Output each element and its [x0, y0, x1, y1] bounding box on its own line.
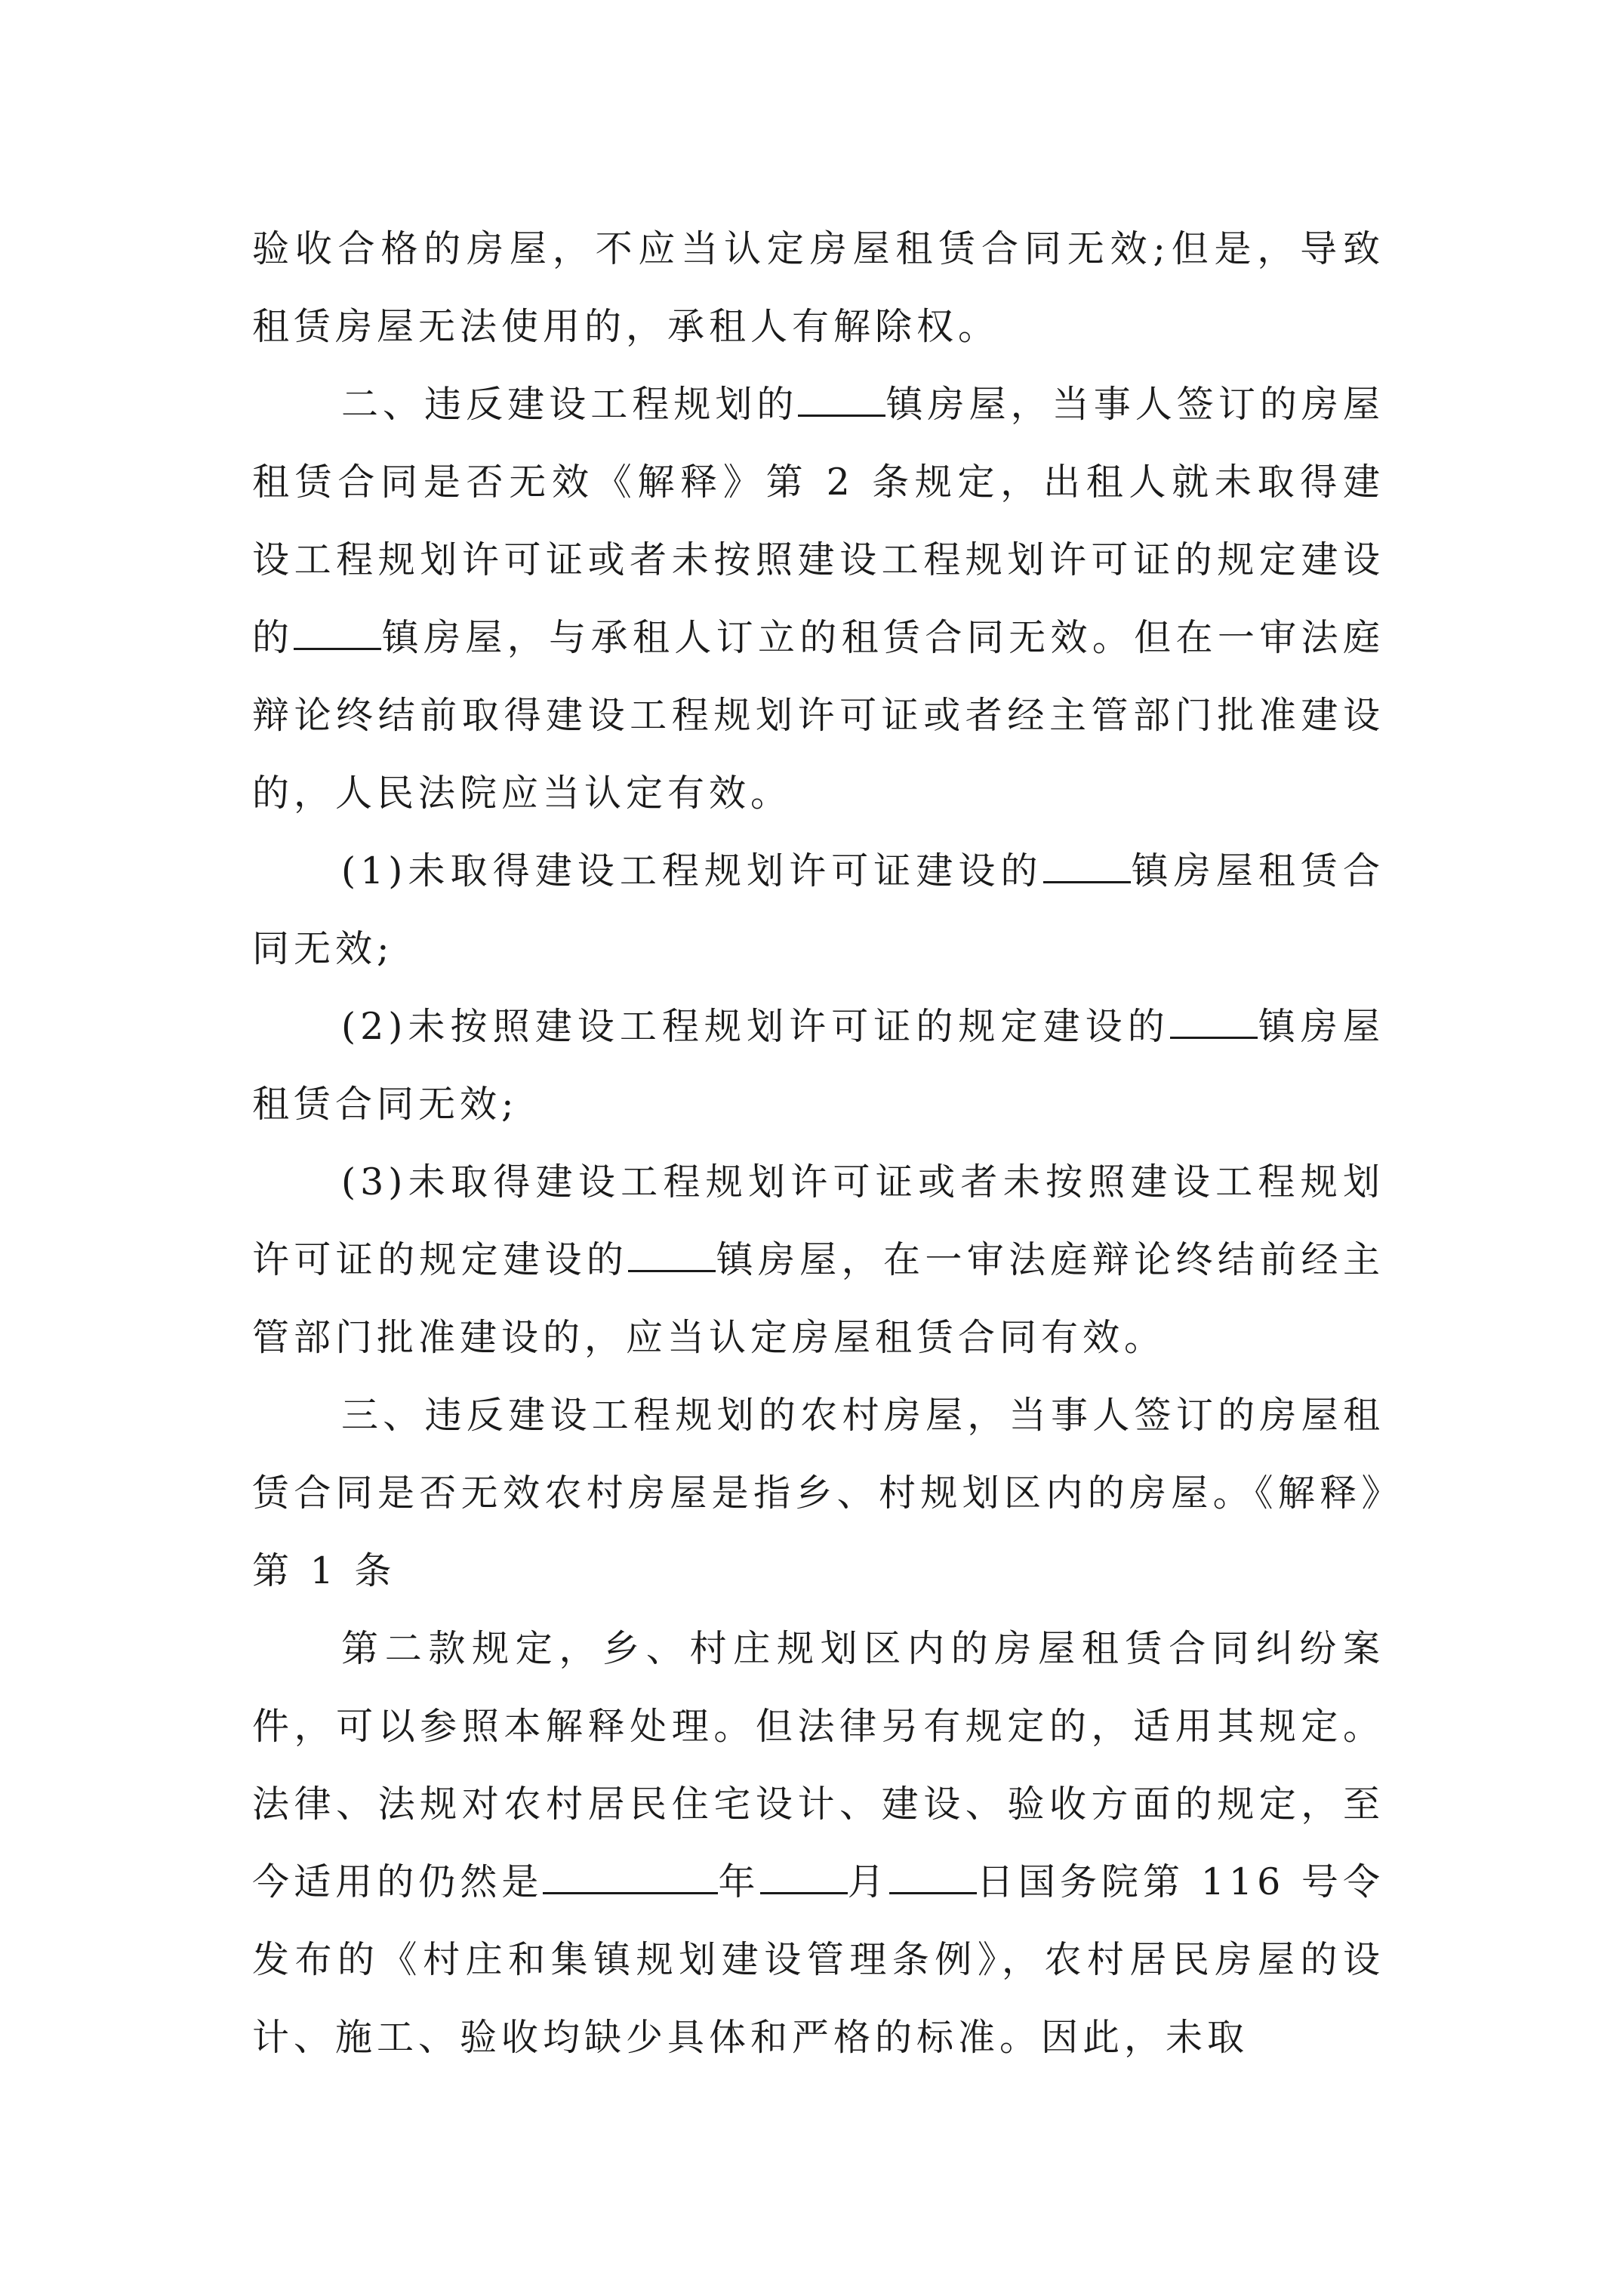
paragraph-1-text: 验收合格的房屋，不应当认定房屋租赁合同无效;但是，导致租赁房屋无法使用的，承租人有解除权。 — [252, 227, 1384, 348]
paragraph-3 — [252, 832, 1384, 988]
blank-line — [1170, 1005, 1258, 1039]
paragraph-2-text-b: 镇房屋，当事人签订的房屋租赁合同是否无效《解释》第 2 条规定，出租人就未取得建设工程规划许可证或者未按照建设工程规划许可证的规定建设的 — [252, 383, 1384, 659]
paragraph-2-text-a: 二、违反建设工程规划的 — [341, 383, 799, 426]
paragraph-6 — [252, 1376, 1384, 1610]
paragraph-4-text-b: 镇房屋租赁合同无效; — [252, 1005, 1384, 1126]
blank-line-day — [889, 1860, 977, 1894]
blank-line — [798, 383, 885, 417]
paragraph-7-text-a: 第二款规定，乡、村庄规划区内的房屋租赁合同纠纷案件，可以参照本解释处理。但法律另有规定的，适用其规定。法律、法规对农村居民住宅设计、建设、验收方面的规定，至今适用的仍然是 — [252, 1627, 1384, 1903]
blank-line-month — [760, 1860, 848, 1894]
document-page — [252, 210, 1384, 2076]
blank-line-year — [543, 1860, 718, 1894]
paragraph-6-text: 三、违反建设工程规划的农村房屋，当事人签订的房屋租赁合同是否无效农村房屋是指乡、村规划区内的房屋。《解释》第 1 条 — [252, 1394, 1384, 1592]
paragraph-1 — [252, 210, 1384, 365]
paragraph-7-text-b: 年 — [718, 1860, 760, 1903]
paragraph-5 — [252, 1143, 1384, 1376]
paragraph-3-text-a: (1)未取得建设工程规划许可证建设的 — [341, 849, 1043, 892]
paragraph-7 — [252, 1610, 1384, 2076]
paragraph-2-text-c: 镇房屋，与承租人订立的租赁合同无效。但在一审法庭辩论终结前取得建设工程规划许可证或者经主管部门批准建设的，人民法院应当认定有效。 — [252, 616, 1384, 815]
paragraph-4-text-a: (2)未按照建设工程规划许可证的规定建设的 — [341, 1005, 1170, 1048]
paragraph-7-text-c: 月 — [847, 1860, 889, 1903]
paragraph-2 — [252, 365, 1384, 832]
paragraph-4 — [252, 988, 1384, 1143]
blank-line — [1043, 849, 1131, 883]
paragraph-5-text-a: (3)未取得建设工程规划许可证或者未按照建设工程规划许可证的规定建设的 — [252, 1160, 1384, 1281]
blank-line — [628, 1238, 716, 1272]
paragraph-3-text-b: 镇房屋租赁合同无效; — [252, 849, 1384, 970]
paragraph-5-text-b: 镇房屋，在一审法庭辩论终结前经主管部门批准建设的，应当认定房屋租赁合同有效。 — [252, 1238, 1384, 1359]
blank-line — [294, 616, 381, 650]
paragraph-7-text-d: 日国务院第 116 号令发布的《村庄和集镇规划建设管理条例》，农村居民房屋的设计、施工、验收均缺少具体和严格的标准。因此，未取 — [252, 1860, 1384, 2059]
